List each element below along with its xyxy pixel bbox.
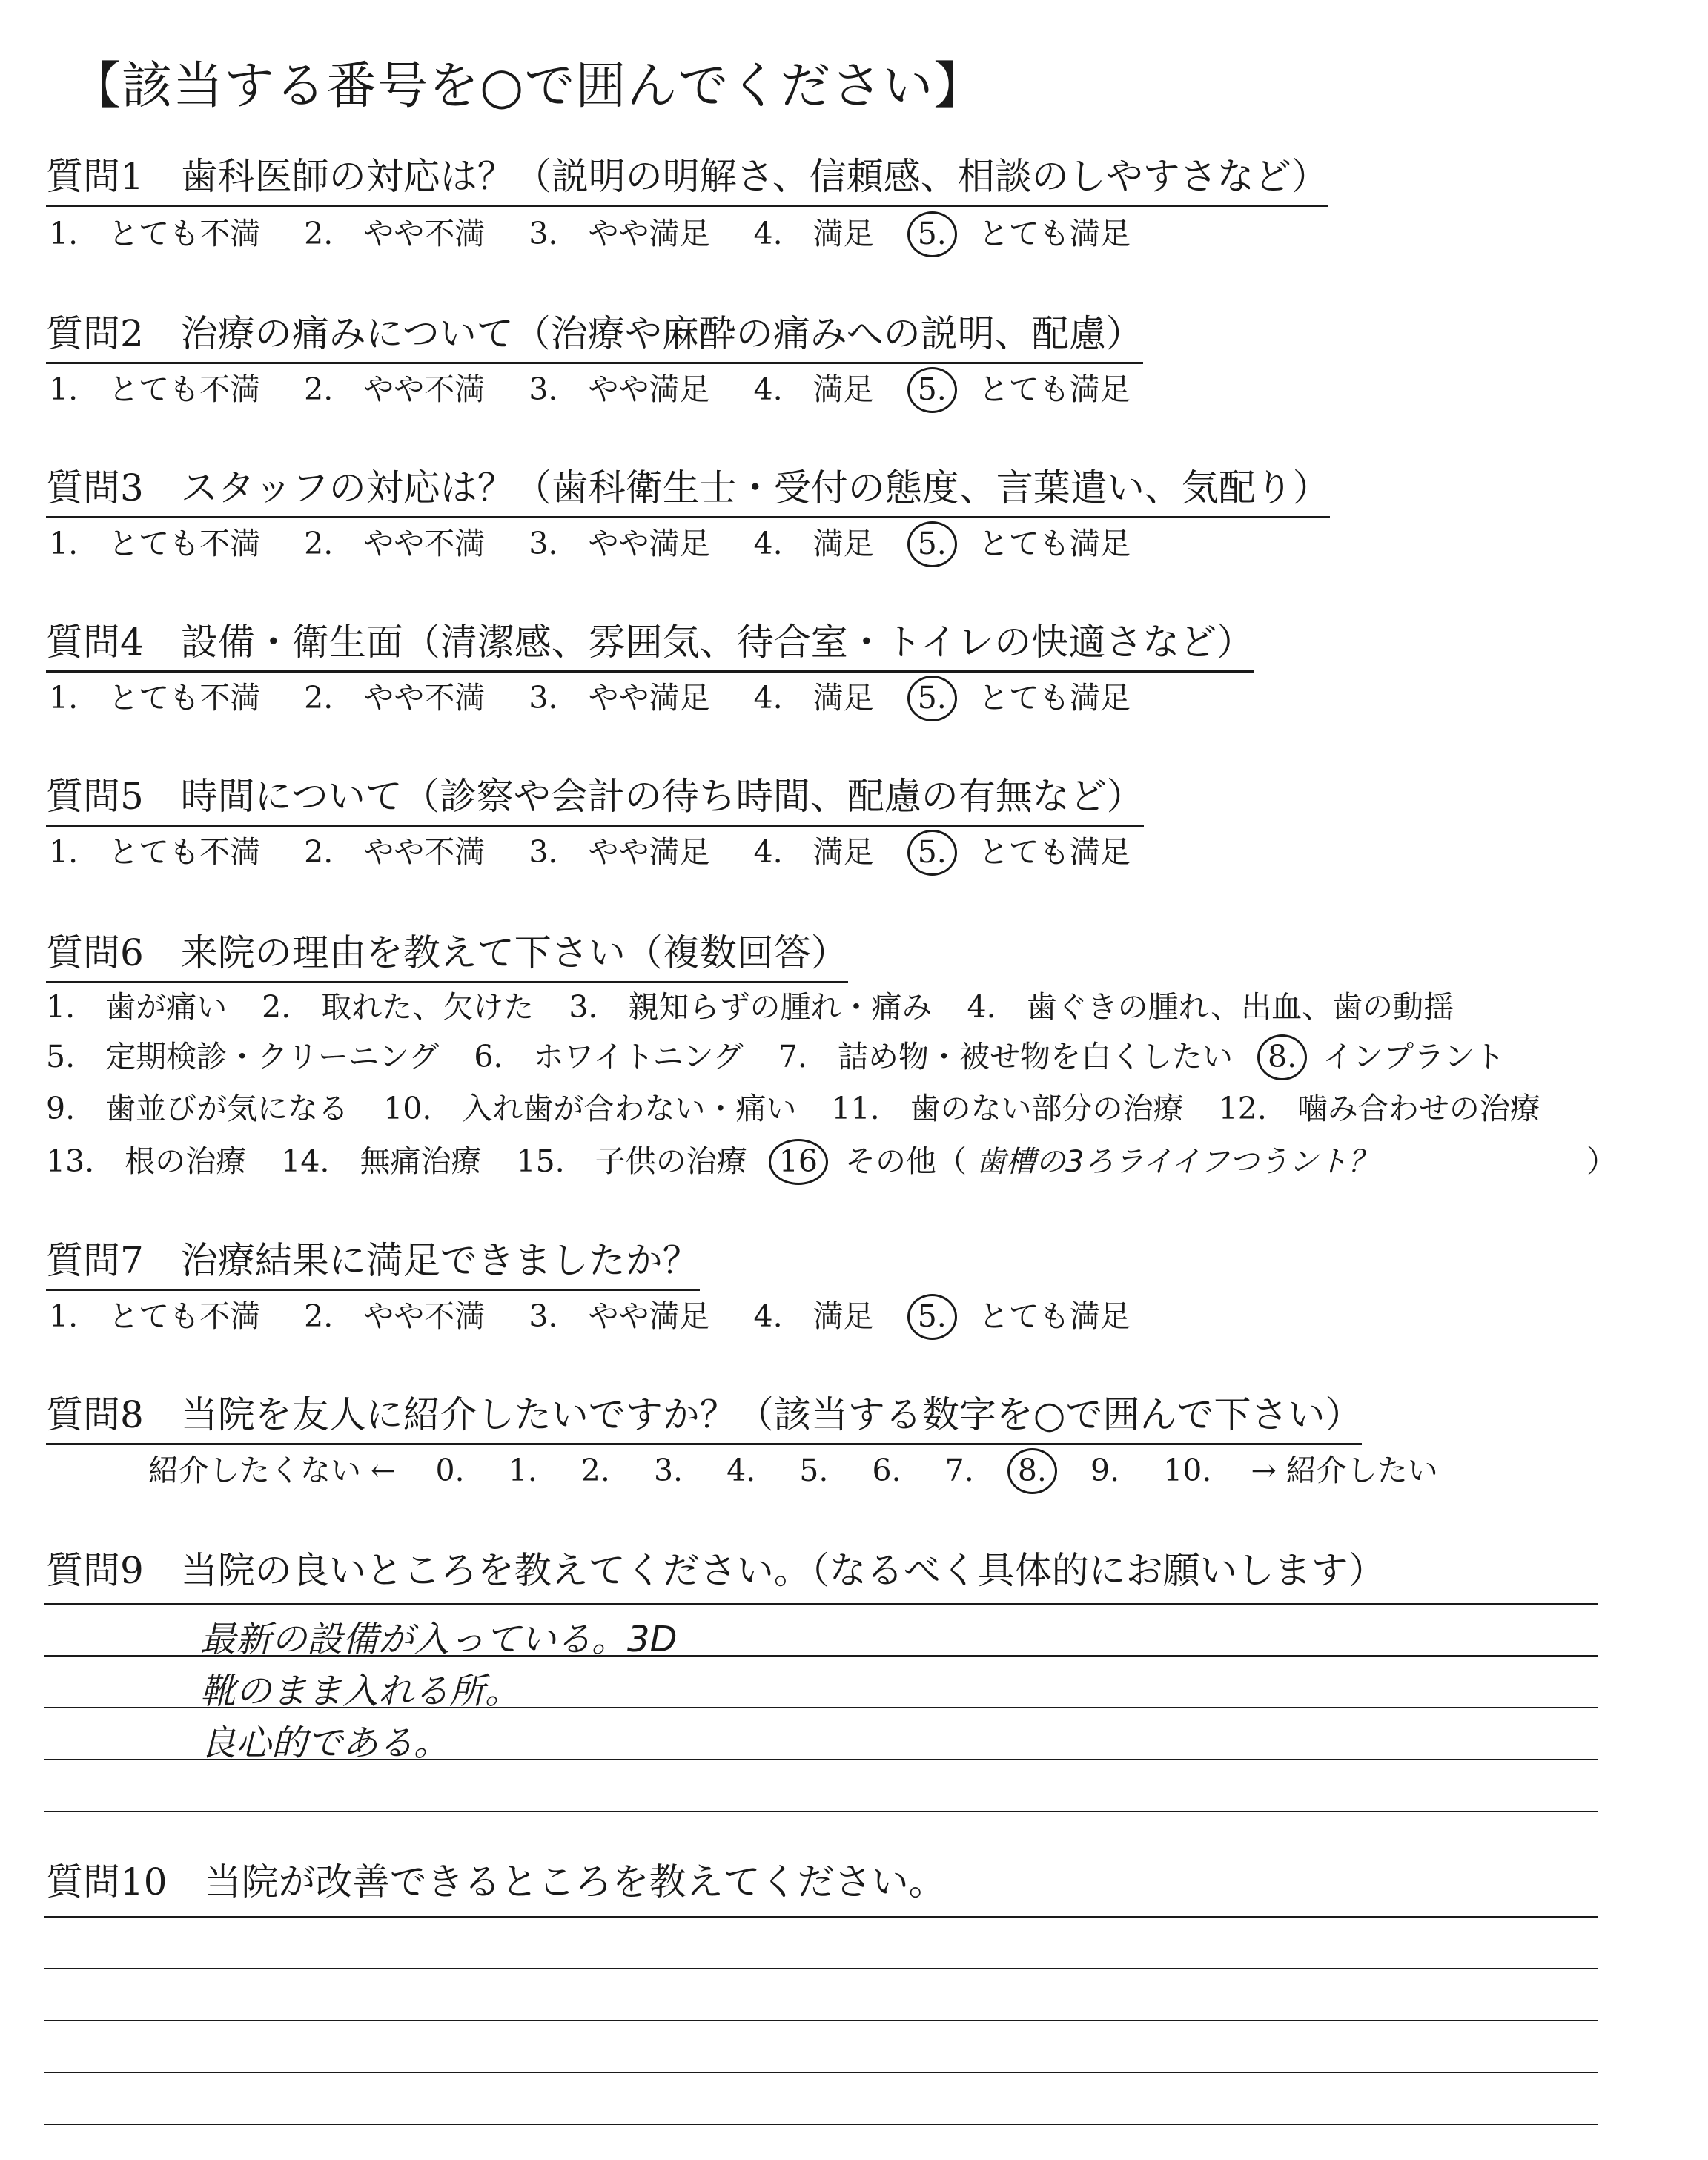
reason-10[interactable]: 10. 入れ歯が合わない・痛い xyxy=(383,1091,797,1126)
answer-line xyxy=(44,2020,1598,2021)
option-3[interactable]: 3. やや満足 xyxy=(529,371,710,407)
question-5-heading: 質問5 時間について（診察や会計の待ち時間、配慮の有無など） xyxy=(46,767,1144,827)
option-3[interactable]: 3. やや満足 xyxy=(529,216,710,251)
question-1-options xyxy=(49,209,1131,253)
answer-line xyxy=(44,2072,1598,2073)
option-2[interactable]: 2. やや不満 xyxy=(304,371,486,407)
question-6-heading: 質問6 来院の理由を教えて下さい（複数回答） xyxy=(46,923,848,983)
question-1-heading: 質問1 歯科医師の対応は？（説明の明解さ、信頼感、相談のしやすさなど） xyxy=(46,147,1328,207)
option-2[interactable]: 2. やや不満 xyxy=(304,216,486,251)
scale-right-label: → 紹介したい xyxy=(1251,1453,1438,1488)
option-5-label: とても満足 xyxy=(978,680,1131,716)
option-4[interactable]: 4. 満足 xyxy=(753,371,874,407)
answer-line xyxy=(44,1916,1598,1918)
option-1[interactable]: 1. とても不満 xyxy=(49,371,261,407)
answer-line xyxy=(44,1811,1598,1812)
option-1[interactable]: 1. とても不満 xyxy=(49,834,261,870)
option-5-circled[interactable]: 5. xyxy=(917,371,947,407)
answer-line xyxy=(44,2124,1598,2125)
option-5-circled[interactable]: 5. xyxy=(917,680,947,716)
option-5-label: とても満足 xyxy=(978,526,1131,561)
option-2[interactable]: 2. やや不満 xyxy=(304,1298,486,1334)
scale-left-label: 紹介したくない ← xyxy=(148,1453,397,1488)
option-4[interactable]: 4. 満足 xyxy=(753,680,874,716)
reason-6[interactable]: 6. ホワイトニング xyxy=(474,1039,744,1074)
reason-11[interactable]: 11. 歯のない部分の治療 xyxy=(831,1091,1184,1126)
option-4[interactable]: 4. 満足 xyxy=(753,216,874,251)
scale-8-circled[interactable]: 8. xyxy=(1017,1453,1047,1488)
option-5-circled[interactable]: 5. xyxy=(917,1298,947,1334)
reason-5[interactable]: 5. 定期検診・クリーニング xyxy=(46,1039,440,1074)
option-1[interactable]: 1. とても不満 xyxy=(49,526,261,561)
reason-2[interactable]: 2. 取れた、欠けた xyxy=(262,989,534,1025)
scale-10[interactable]: 10. xyxy=(1163,1453,1212,1488)
scale-7[interactable]: 7. xyxy=(944,1453,974,1488)
option-5-label: とても満足 xyxy=(978,1298,1131,1334)
question-7-options xyxy=(49,1292,1131,1335)
scale-9[interactable]: 9. xyxy=(1090,1453,1120,1488)
q9-answer-line-3[interactable]: 良心的である。 xyxy=(200,1723,450,1764)
option-5-circled[interactable]: 5. xyxy=(917,834,947,870)
scale-1[interactable]: 1. xyxy=(508,1453,537,1488)
question-2-heading: 質問2 治療の痛みについて（治療や麻酔の痛みへの説明、配慮） xyxy=(46,304,1143,364)
reason-14[interactable]: 14. 無痛治療 xyxy=(281,1143,482,1179)
question-2-options xyxy=(49,365,1131,409)
answer-line xyxy=(44,1968,1598,1969)
option-2[interactable]: 2. やや不満 xyxy=(304,834,486,870)
scale-2[interactable]: 2. xyxy=(580,1453,610,1488)
option-2[interactable]: 2. やや不満 xyxy=(304,526,486,561)
option-4[interactable]: 4. 満足 xyxy=(753,1298,874,1334)
reason-3[interactable]: 3. 親知らずの腫れ・痛み xyxy=(569,989,933,1025)
question-7-heading: 質問7 治療結果に満足できましたか？ xyxy=(46,1231,700,1291)
question-8-scale xyxy=(148,1446,1438,1490)
option-5-label: とても満足 xyxy=(978,371,1131,407)
option-5-circled[interactable]: 5. xyxy=(917,526,947,561)
other-close-paren: ） xyxy=(1586,1143,1617,1179)
option-4[interactable]: 4. 満足 xyxy=(753,834,874,870)
question-4-options xyxy=(49,673,1131,717)
reason-12[interactable]: 12. 噛み合わせの治療 xyxy=(1218,1091,1540,1126)
option-5-label: とても満足 xyxy=(978,216,1131,251)
q9-answer-line-2[interactable]: 靴のまま入れる所。 xyxy=(200,1671,521,1712)
question-8-heading: 質問8 当院を友人に紹介したいですか？（該当する数字を○で囲んで下さい） xyxy=(46,1385,1362,1445)
reason-7[interactable]: 7. 詰め物・被せ物を白くしたい xyxy=(778,1039,1233,1074)
scale-6[interactable]: 6. xyxy=(872,1453,901,1488)
option-3[interactable]: 3. やや満足 xyxy=(529,680,710,716)
reason-1[interactable]: 1. 歯が痛い xyxy=(46,989,228,1025)
question-6-row-1 xyxy=(46,982,1454,1026)
reason-4[interactable]: 4. 歯ぐきの腫れ、出血、歯の動揺 xyxy=(967,989,1454,1025)
option-3[interactable]: 3. やや満足 xyxy=(529,834,710,870)
question-3-heading: 質問3 スタッフの対応は？（歯科衛生士・受付の態度、言葉遣い、気配り） xyxy=(46,458,1330,518)
question-9-heading: 質問9 当院の良いところを教えてください。（なるべく具体的にお願いします） xyxy=(46,1549,1386,1592)
reason-16-circled[interactable]: 16 xyxy=(778,1143,818,1179)
other-handwritten-answer[interactable]: 歯槽の3ろライイフつうント？ xyxy=(976,1145,1378,1179)
question-4-heading: 質問4 設備・衛生面（清潔感、雰囲気、待合室・トイレの快適さなど） xyxy=(46,612,1254,673)
option-4[interactable]: 4. 満足 xyxy=(753,526,874,561)
question-3-options xyxy=(49,519,1131,563)
reason-15[interactable]: 15. 子供の治療 xyxy=(516,1143,747,1179)
scale-3[interactable]: 3. xyxy=(653,1453,683,1488)
reason-13[interactable]: 13. 根の治療 xyxy=(46,1143,247,1179)
reason-16-label: その他（ xyxy=(844,1143,967,1179)
option-3[interactable]: 3. やや満足 xyxy=(529,526,710,561)
reason-9[interactable]: 9. 歯並びが気になる xyxy=(46,1091,349,1126)
scale-5[interactable]: 5. xyxy=(799,1453,829,1488)
scale-0[interactable]: 0. xyxy=(435,1453,465,1488)
option-5-label: とても満足 xyxy=(978,834,1131,870)
scale-4[interactable]: 4. xyxy=(726,1453,756,1488)
option-3[interactable]: 3. やや満足 xyxy=(529,1298,710,1334)
option-2[interactable]: 2. やや不満 xyxy=(304,680,486,716)
question-5-options xyxy=(49,828,1131,871)
option-1[interactable]: 1. とても不満 xyxy=(49,216,261,251)
reason-8-label: インプラント xyxy=(1323,1039,1506,1074)
q9-answer-line-1[interactable]: 最新の設備が入っている。3D xyxy=(200,1619,678,1660)
reason-8-circled[interactable]: 8. xyxy=(1268,1039,1297,1074)
option-5-circled[interactable]: 5. xyxy=(917,216,947,251)
question-6-row-3 xyxy=(46,1084,1540,1128)
option-1[interactable]: 1. とても不満 xyxy=(49,1298,261,1334)
option-1[interactable]: 1. とても不満 xyxy=(49,680,261,716)
question-6-row-2 xyxy=(46,1032,1505,1076)
question-6-row-4 xyxy=(46,1137,1377,1180)
question-10-heading: 質問10 当院が改善できるところを教えてください。 xyxy=(46,1860,946,1903)
page-title: 【該当する番号を○で囲んでください】 xyxy=(70,57,985,116)
answer-line xyxy=(44,1603,1598,1605)
